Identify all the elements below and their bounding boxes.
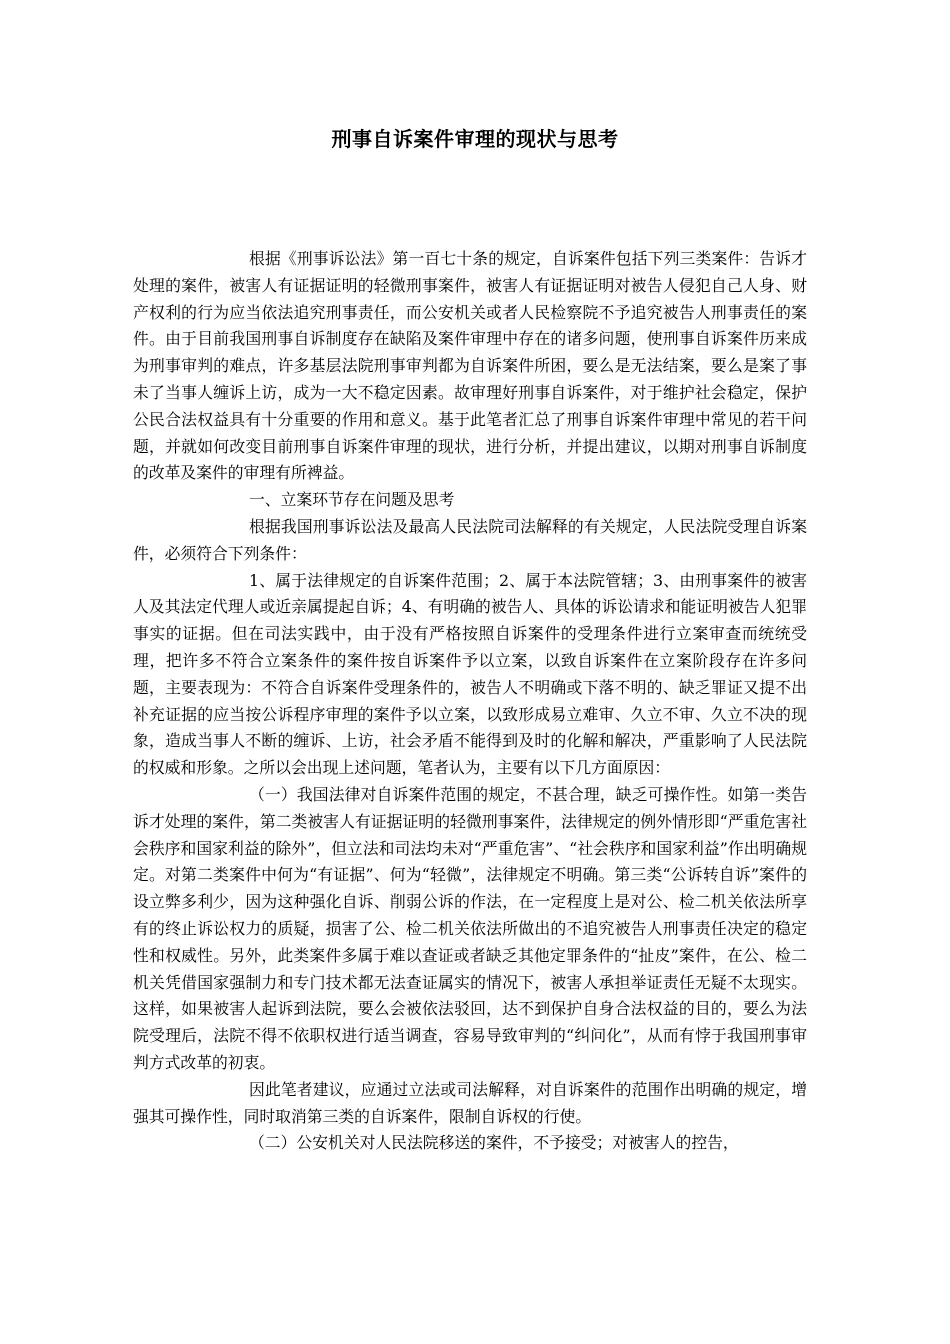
paragraph-conditions-list: 1、属于法律规定的自诉案件范围；2、属于本法院管辖；3、由刑事案件的被害人及其法定代理人或近亲属提起自诉；4、有明确的被告人、具体的诉讼请求和能证明被告人犯罪事实的证据。但在司法实践中，由于没有严格按照自诉案件的受理条件进行立案审查而统统受理，把许多不符合立案条件的案件按自诉案件予以立案，以致自诉案件在立案阶段存在许多问题，主要表现为：不符合自诉案件受理条件的，被告人不明确或下落不明的、缺乏罪证又提不出补充证据的应当按公诉程序审理的案件予以立案，以致形成易立难审、久立不审、久立不决的现象，造成当事人不断的缠诉、上访，社会矛盾不能得到及时的化解和解决，严重影响了人民法院的权威和形象。之所以会出现上述问题，笔者认为，主要有以下几方面原因： [133,570,807,778]
document-title: 刑事自诉案件审理的现状与思考 [331,127,619,151]
document-body [133,246,807,1157]
paragraph-reason-2: （二）公安机关对人民法院移送的案件，不予接受；对被害人的控告， [249,1133,739,1153]
paragraph-filing-conditions: 根据我国刑事诉讼法及最高人民法院司法解释的有关规定，人民法院受理自诉案件，必须符合下列条件： [133,516,807,563]
paragraph-suggestion: 因此笔者建议，应通过立法或司法解释，对自诉案件的范围作出明确的规定，增强其可操作性，同时取消第三类的自诉案件，限制自诉权的行使。 [133,1079,807,1126]
paragraph-reason-1: （一）我国法律对自诉案件范围的规定，不甚合理，缺乏可操作性。如第一类告诉才处理的案件，第二类被害人有证据证明的轻微刑事案件，法律规定的例外情形即“严重危害社会秩序和国家利益的除外”，但立法和司法均未对“严重危害”、“社会秩序和国家利益”作出明确规定。对第二类案件中何为“有证据”、何为“轻微”，法律规定不明确。第三类“公诉转自诉”案件的设立弊多利少，因为这种强化自诉、削弱公诉的作法，在一定程度上是对公、检二机关依法所享有的终止诉讼权力的质疑，损害了公、检二机关依法所做出的不追究被告人刑事责任决定的稳定性和权威性。另外，此类案件多属于难以查证或者缺乏其他定罪条件的“扯皮”案件，在公、检二机关凭借国家强制力和专门技术都无法查证属实的情况下，被害人承担举证责任无疑不太现实。这样，如果被害人起诉到法院，要么会被依法驳回，达不到保护自身合法权益的目的，要么为法院受理后，法院不得不依职权进行适当调查，容易导致审判的“纠问化”，从而有悖于我国刑事审判方式改革的初衷。 [133,784,807,1072]
section-heading-1: 一、立案环节存在问题及思考 [249,490,455,510]
paragraph-intro: 根据《刑事诉讼法》第一百七十条的规定，自诉案件包括下列三类案件：告诉才处理的案件，被害人有证据证明的轻微刑事案件，被害人有证据证明对被告人侵犯自己人身、财产权利的行为应当依法追究刑事责任，而公安机关或者人民检察院不予追究被告人刑事责任的案件。由于目前我国刑事自诉制度存在缺陷及案件审理中存在的诸多问题，使刑事自诉案件历来成为刑事审判的难点，许多基层法院刑事审判都为自诉案件所困，要么是无法结案，要么是案了事未了当事人缠诉上访，成为一大不稳定因素。故审理好刑事自诉案件，对于维护社会稳定，保护公民合法权益具有十分重要的作用和意义。基于此笔者汇总了刑事自诉案件审理中常见的若干问题，并就如何改变目前刑事自诉案件审理的现状，进行分析，并提出建议，以期对刑事自诉制度的改革及案件的审理有所裨益。 [133,249,807,483]
